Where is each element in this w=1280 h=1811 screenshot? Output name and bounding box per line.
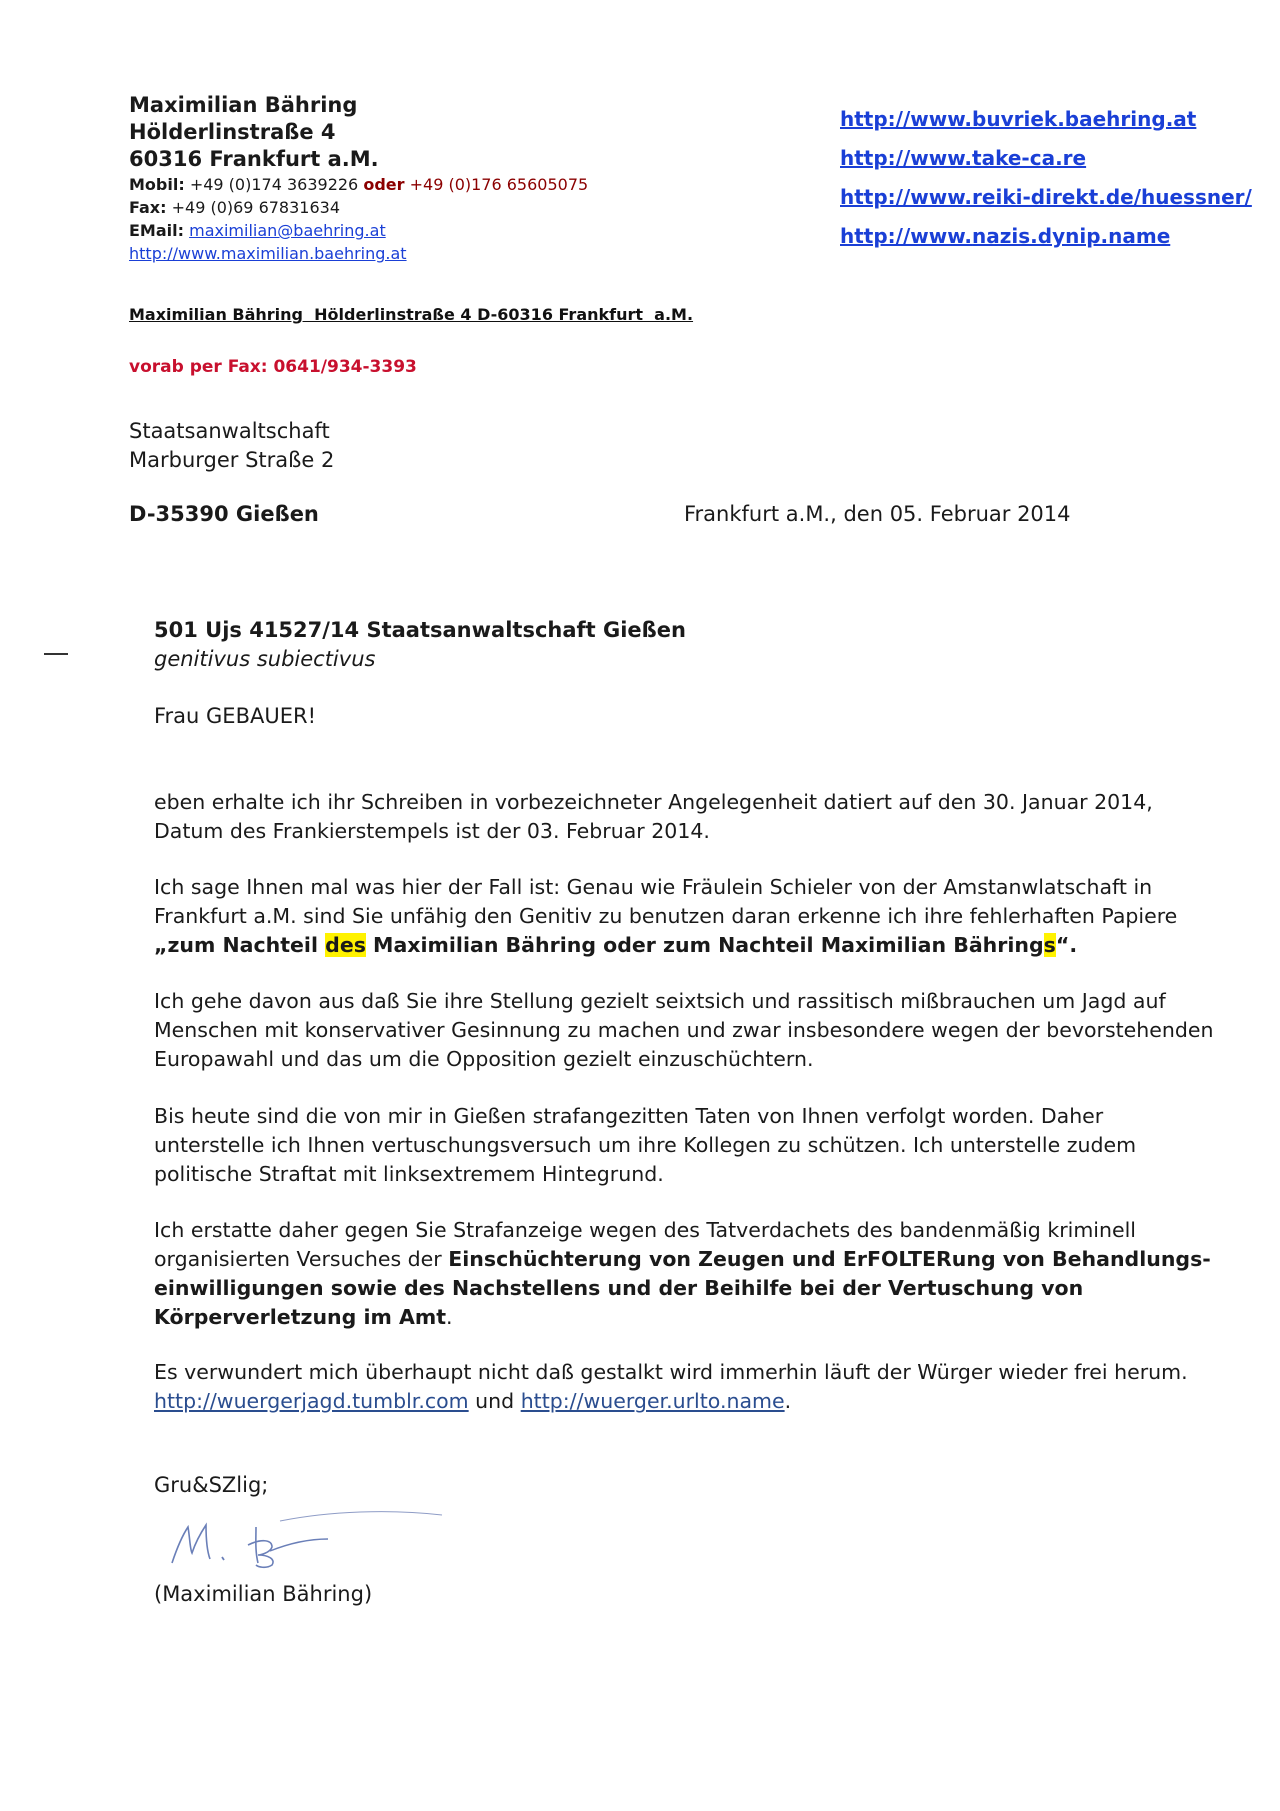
paragraph-5-bold: Einschüchterung von Zeugen und ErFOLTERung von Behandlungs-einwilligungen sowie des Nachstellens und der Beihilfe bei der Vertuschung von Körperverletzung im Amt: [154, 1247, 1211, 1329]
right-link-4[interactable]: http://www.nazis.dynip.name: [840, 224, 1171, 248]
fold-mark: [44, 653, 68, 655]
paragraph-5-text: Ich erstatte daher gegen Sie Strafanzeige wegen des Tatverdachets des bandenmäßig kriminell organisierten Versuches der: [154, 1218, 1136, 1271]
sender-name: Maximilian Bähring: [129, 93, 358, 117]
recipient-block: [129, 417, 334, 475]
sender-city: 60316 Frankfurt a.M.: [129, 147, 379, 171]
sender-fax: [129, 196, 689, 219]
handwritten-signature: [160, 1505, 450, 1580]
wuergerjagd-link[interactable]: http://wuergerjagd.tumblr.com: [154, 1389, 469, 1413]
highlight-s: s: [1043, 933, 1056, 957]
reference-subtitle: genitivus subiectivus: [154, 647, 376, 671]
sender-website: [129, 242, 689, 265]
salutation: Frau GEBAUER!: [154, 704, 317, 728]
return-address: Maximilian Bähring Hölderlinstraße 4 D-60316 Frankfurt a.M.: [129, 305, 694, 324]
fax-number: +49 (0)69 67831634: [171, 198, 341, 217]
paragraph-6-text: Es verwundert mich überhaupt nicht daß gestalkt wird immerhin läuft der Würger wieder frei herum.: [154, 1360, 1188, 1384]
recipient-line-1: Staatsanwaltschaft: [129, 419, 330, 443]
paragraph-6: Es verwundert mich überhaupt nicht daß gestalkt wird immerhin läuft der Würger wieder frei herum. http://wuergerjagd.tumblr.com und http://wuerger.urlto.name.: [154, 1360, 1188, 1413]
closing: Gru&SZlig;: [154, 1473, 269, 1497]
paragraph-5: Ich erstatte daher gegen Sie Strafanzeige wegen des Tatverdachets des bandenmäßig kriminell organisierten Versuches der Einschüchterung von Zeugen und ErFOLTERung von Behandlungs-einwilligungen sowie des Nachstellens und der Beihilfe bei der Vertuschung von Körperverletzung im Amt.: [154, 1218, 1211, 1329]
signed-name: (Maximilian Bähring): [154, 1582, 373, 1606]
right-link-1[interactable]: http://www.buvriek.baehring.at: [840, 107, 1197, 131]
date-line: Frankfurt a.M., den 05. Februar 2014: [684, 502, 1071, 526]
paragraph-2-quote: „zum Nachteil des Maximilian Bähring oder zum Nachteil Maximilian Bährings“.: [154, 933, 1078, 957]
paragraph-3: Ich gehe davon aus daß Sie ihre Stellung gezielt seixtsich und rassitisch mißbrauchen um Jagd auf Menschen mit konservativer Gesinnung zu machen und zwar insbesondere wegen der bevorstehenden Europawahl und das um die Opposition gezielt einzuschüchtern.: [154, 989, 1214, 1071]
right-link-3[interactable]: http://www.reiki-direkt.de/huessner/: [840, 185, 1252, 209]
paragraph-2: [154, 873, 1214, 960]
sender-block: [129, 92, 689, 265]
fax-label: Fax:: [129, 198, 167, 217]
recipient-city: D-35390 Gießen: [129, 502, 319, 526]
highlight-des: des: [325, 933, 366, 957]
wuerger-link[interactable]: http://wuerger.urlto.name: [520, 1389, 785, 1413]
fax-notice: vorab per Fax: 0641/934-3393: [129, 357, 417, 377]
email-link[interactable]: maximilian@baehring.at: [189, 221, 386, 240]
recipient-line-2: Marburger Straße 2: [129, 448, 335, 472]
mobile-number-1: +49 (0)174 3639226: [189, 175, 359, 194]
right-link-2[interactable]: http://www.take-ca.re: [840, 146, 1087, 170]
sender-email: [129, 219, 689, 242]
paragraph-2-text: Ich sage Ihnen mal was hier der Fall ist: Genau wie Fräulein Schieler von der Amstanwlatschaft in Frankfurt a.M. sind Sie unfähig den Genitiv zu benutzen daran erkenne ich ihre fehlerhaften Papiere: [154, 875, 1178, 928]
mobile-or: oder: [363, 175, 405, 194]
website-link[interactable]: http://www.maximilian.baehring.at: [129, 244, 407, 263]
sender-mobile: [129, 173, 689, 196]
mobile-number-2: +49 (0)176 65605075: [409, 175, 589, 194]
paragraph-1: eben erhalte ich ihr Schreiben in vorbezeichneter Angelegenheit datiert auf den 30. Januar 2014, Datum des Frankierstempels ist der 03. Februar 2014.: [154, 790, 1153, 843]
sender-street: Hölderlinstraße 4: [129, 120, 336, 144]
reference-line: 501 Ujs 41527/14 Staatsanwaltschaft Gießen: [154, 618, 686, 642]
mobile-label: Mobil:: [129, 175, 185, 194]
email-label: EMail:: [129, 221, 185, 240]
right-links: [840, 100, 1260, 256]
paragraph-4: Bis heute sind die von mir in Gießen strafangezitten Taten von Ihnen verfolgt worden. Daher unterstelle ich Ihnen vertuschungsversuch um ihre Kollegen zu schützen. Ich unterstelle zudem politische Straftat mit linksextremem Hintegrund.: [154, 1104, 1137, 1186]
